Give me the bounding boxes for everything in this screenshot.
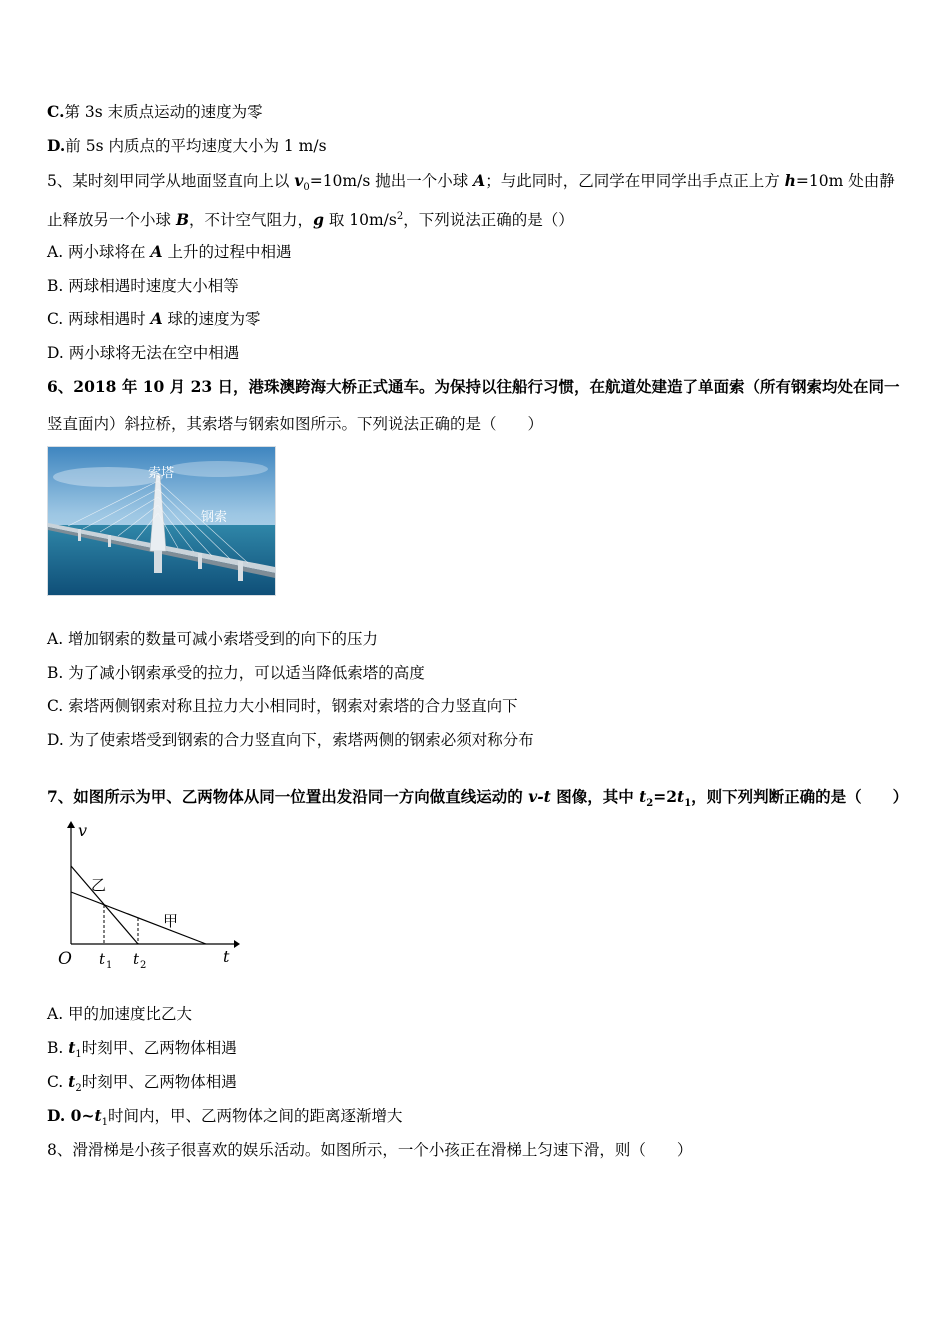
ball-a-symbol: A bbox=[473, 171, 486, 190]
q7-option-b bbox=[47, 1038, 237, 1065]
v0-subscript: 0 bbox=[303, 182, 310, 194]
q5-text: ，不计空气阻力， bbox=[189, 211, 314, 230]
q5-option-c-text: 球的速度为零 bbox=[162, 310, 261, 328]
q7-option-a: A. 甲的加速度比乙大 bbox=[47, 1005, 193, 1023]
q5-text: 取 10m/s bbox=[323, 211, 397, 230]
q5-option-a-text: A. 两小球将在 bbox=[47, 243, 151, 261]
q7-option-b-text: B. bbox=[47, 1039, 69, 1057]
t2-label: t bbox=[133, 950, 140, 968]
v0-symbol: v bbox=[294, 171, 304, 190]
q4-option-d bbox=[47, 136, 327, 156]
t2-symbol: t bbox=[68, 1072, 76, 1091]
t1-symbol: t bbox=[94, 1106, 102, 1125]
vt-symbol: v-t bbox=[528, 787, 551, 806]
jia-label: 甲 bbox=[163, 912, 179, 930]
q5-option-c-text: C. 两球相遇时 bbox=[47, 310, 151, 328]
t-axis-arrow-icon bbox=[234, 940, 240, 948]
origin-label: O bbox=[58, 949, 72, 969]
q5-stem-line2 bbox=[47, 207, 574, 230]
q7-text: ，则下列判断正确的是（ ） bbox=[691, 787, 909, 806]
q7-option-b-text: 时刻甲、乙两物体相遇 bbox=[81, 1039, 237, 1057]
g-superscript: 2 bbox=[396, 211, 404, 222]
q4-option-c-text: 第 3s 末质点运动的速度为零 bbox=[64, 103, 263, 121]
t2-subscript: 2 bbox=[75, 1083, 82, 1095]
photo-label-tower: 索塔 bbox=[148, 466, 175, 481]
t2-symbol: t bbox=[639, 787, 647, 806]
ball-b-symbol: B bbox=[175, 210, 190, 230]
q6-option-c: C. 索塔两侧钢索对称且拉力大小相同时，钢索对索塔的合力竖直向下 bbox=[47, 697, 518, 715]
t1-symbol: t bbox=[68, 1038, 76, 1057]
q5-option-a bbox=[47, 242, 291, 262]
t1-symbol: t bbox=[677, 787, 685, 806]
q5-option-d: D. 两小球将无法在空中相遇 bbox=[47, 344, 240, 362]
q7-option-c-text: C. bbox=[47, 1073, 69, 1091]
v-axis-arrow-icon bbox=[67, 821, 75, 828]
q7-text: =2 bbox=[653, 787, 678, 806]
t1-subscript: 1 bbox=[75, 1049, 82, 1061]
ball-a-symbol: A bbox=[150, 309, 163, 328]
q5-text: 止释放另一个小球 bbox=[47, 211, 176, 230]
v-axis-label: v bbox=[78, 821, 88, 840]
q7-option-d bbox=[47, 1106, 403, 1133]
q5-text: =10m/s 抛出一个小球 bbox=[309, 172, 474, 190]
ball-a-symbol: A bbox=[150, 242, 163, 261]
t2-subscript: 2 bbox=[646, 798, 654, 810]
q7-text: 图像，其中 bbox=[550, 787, 640, 806]
q5-option-b: B. 两球相遇时速度大小相等 bbox=[47, 277, 239, 295]
t-axis-label: t bbox=[223, 947, 230, 966]
q5-text: 某时刻甲同学从地面竖直向上以 bbox=[72, 172, 295, 190]
q5-number: 5、 bbox=[47, 172, 73, 190]
g-symbol: g bbox=[313, 210, 324, 230]
bridge-illustration bbox=[48, 447, 275, 595]
q7-text: 7、如图所示为甲、乙两物体从同一位置出发沿同一方向做直线运动的 bbox=[47, 787, 529, 806]
yi-label: 乙 bbox=[91, 876, 107, 894]
vt-graph bbox=[58, 818, 240, 976]
q5-stem-line1 bbox=[47, 171, 895, 198]
t1-subscript: 1 bbox=[684, 798, 692, 810]
photo-label-cable: 钢索 bbox=[201, 510, 228, 525]
h-symbol: h bbox=[784, 171, 796, 190]
q7-option-d-text: D. 0~ bbox=[47, 1106, 95, 1125]
q5-option-c bbox=[47, 309, 261, 329]
q5-text: ；与此同时，乙同学在甲同学出手点正上方 bbox=[485, 172, 785, 190]
q6-stem-line1: 6、2018 年 10 月 23 日，港珠澳跨海大桥正式通车。为保持以往船行习惯，在航道处建造了单面索（所有钢索均处在同一 bbox=[47, 377, 900, 396]
q4-option-c-label: C. bbox=[47, 102, 65, 121]
q6-option-d: D. 为了使索塔受到钢索的合力竖直向下，索塔两侧的钢索必须对称分布 bbox=[47, 731, 534, 749]
q4-option-c bbox=[47, 102, 263, 122]
q7-option-c-text: 时刻甲、乙两物体相遇 bbox=[81, 1073, 237, 1091]
q6-option-a: A. 增加钢索的数量可减小索塔受到的向下的压力 bbox=[47, 630, 379, 648]
t1-subscript: 1 bbox=[101, 1117, 109, 1129]
bridge-photo bbox=[47, 446, 276, 596]
q7-stem bbox=[47, 787, 908, 814]
q4-option-d-label: D. bbox=[47, 136, 66, 155]
q5-text: ，下列说法正确的是（） bbox=[403, 211, 574, 230]
q6-stem-line2: 竖直面内）斜拉桥，其索塔与钢索如图所示。下列说法正确的是（ ） bbox=[47, 415, 544, 433]
t2-label-subscript: 2 bbox=[140, 960, 147, 971]
q8-stem: 8、滑滑梯是小孩子很喜欢的娱乐活动。如图所示，一个小孩正在滑梯上匀速下滑，则（ ） bbox=[47, 1141, 693, 1159]
q7-option-c bbox=[47, 1072, 237, 1099]
q5-option-a-text: 上升的过程中相遇 bbox=[162, 243, 292, 261]
q6-option-b: B. 为了减小钢索承受的拉力，可以适当降低索塔的高度 bbox=[47, 664, 425, 682]
q5-text: =10m 处由静 bbox=[795, 172, 895, 190]
q7-option-d-text: 时间内，甲、乙两物体之间的距离逐渐增大 bbox=[108, 1107, 403, 1125]
t1-label: t bbox=[99, 950, 106, 968]
q4-option-d-text: 前 5s 内质点的平均速度大小为 1 m/s bbox=[65, 137, 327, 155]
t1-label-subscript: 1 bbox=[106, 960, 113, 971]
